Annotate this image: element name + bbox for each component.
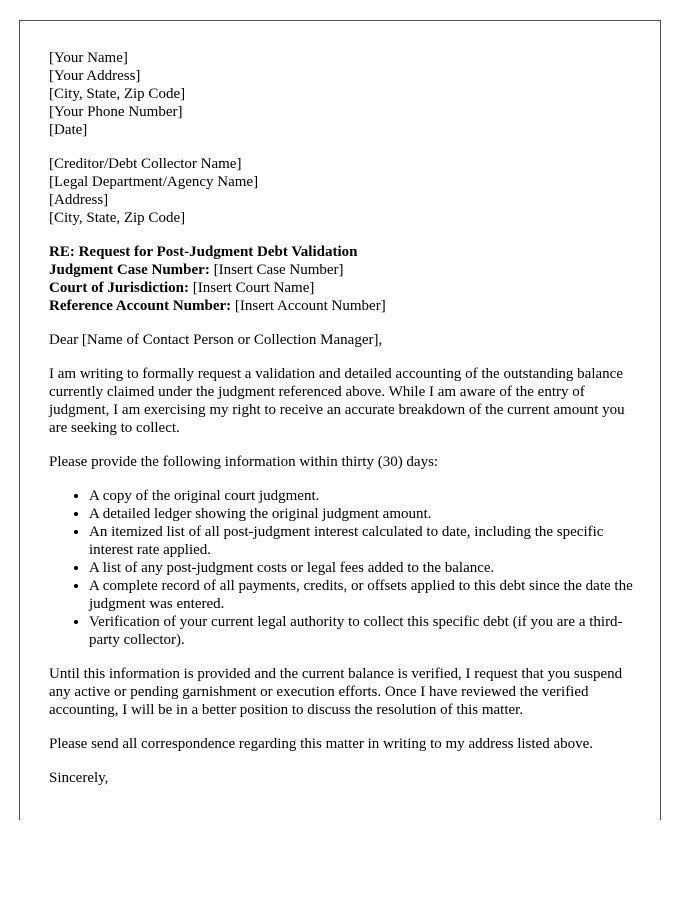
case-number-label: Judgment Case Number:	[49, 262, 210, 278]
account-number-label: Reference Account Number:	[49, 298, 232, 314]
list-item: • A detailed ledger showing the original judgment amount.	[89, 505, 634, 523]
sender-address-block	[49, 49, 634, 139]
sender-city-state-zip: [City, State, Zip Code]	[49, 86, 186, 102]
letter-body	[49, 49, 634, 803]
letter-date: [Date]	[49, 122, 88, 138]
recipient-address: [Address]	[49, 192, 109, 208]
subject-block	[49, 243, 634, 315]
recipient-department: [Legal Department/Agency Name]	[49, 174, 259, 190]
request-lead-paragraph: Please provide the following information within thirty (30) days:	[49, 454, 439, 470]
list-item: • A list of any post-judgment costs or legal fees added to the balance.	[89, 559, 634, 577]
closing: Sincerely,	[49, 770, 109, 786]
re-line	[49, 243, 634, 261]
correspondence-paragraph: Please send all correspondence regarding this matter in writing to my address listed above.	[49, 736, 594, 752]
letter-page	[19, 20, 661, 820]
list-item: • An itemized list of all post-judgment interest calculated to date, including the specific interest rate applied.	[89, 523, 634, 559]
suspend-paragraph: Until this information is provided and the current balance is verified, I request that you suspend any active or pending garnishment or execution efforts. Once I have reviewed the verified accounting, I will be in a better position to discuss the resolution of this matter.	[49, 666, 623, 718]
list-item: • Verification of your current legal authority to collect this specific debt (if you are a third-party collector).	[89, 613, 634, 649]
case-number-line	[49, 261, 634, 279]
court-line	[49, 279, 634, 297]
sender-name: [Your Name]	[49, 50, 128, 66]
recipient-address-block	[49, 155, 634, 227]
list-item: • A complete record of all payments, credits, or offsets applied to this debt since the date the judgment was entered.	[89, 577, 634, 613]
recipient-city-state-zip: [City, State, Zip Code]	[49, 210, 186, 226]
recipient-name: [Creditor/Debt Collector Name]	[49, 156, 242, 172]
court-value: [Insert Court Name]	[189, 280, 315, 296]
account-number-line	[49, 297, 634, 315]
re-line-text: RE: Request for Post-Judgment Debt Validation	[49, 244, 358, 260]
case-number-value: [Insert Case Number]	[209, 262, 344, 278]
list-item: • A copy of the original court judgment.	[89, 487, 634, 505]
account-number-value: [Insert Account Number]	[231, 298, 386, 314]
court-label: Court of Jurisdiction:	[49, 280, 189, 296]
requested-items-list	[49, 487, 634, 649]
intro-paragraph: I am writing to formally request a validation and detailed accounting of the outstanding balance currently claimed under the judgment referenced above. While I am aware of the entry of judgment, I am exercising my right to receive an accurate breakdown of the current amount you are seeking to collect.	[49, 366, 625, 436]
sender-address: [Your Address]	[49, 68, 141, 84]
salutation: Dear [Name of Contact Person or Collection Manager],	[49, 332, 383, 348]
sender-phone: [Your Phone Number]	[49, 104, 183, 120]
